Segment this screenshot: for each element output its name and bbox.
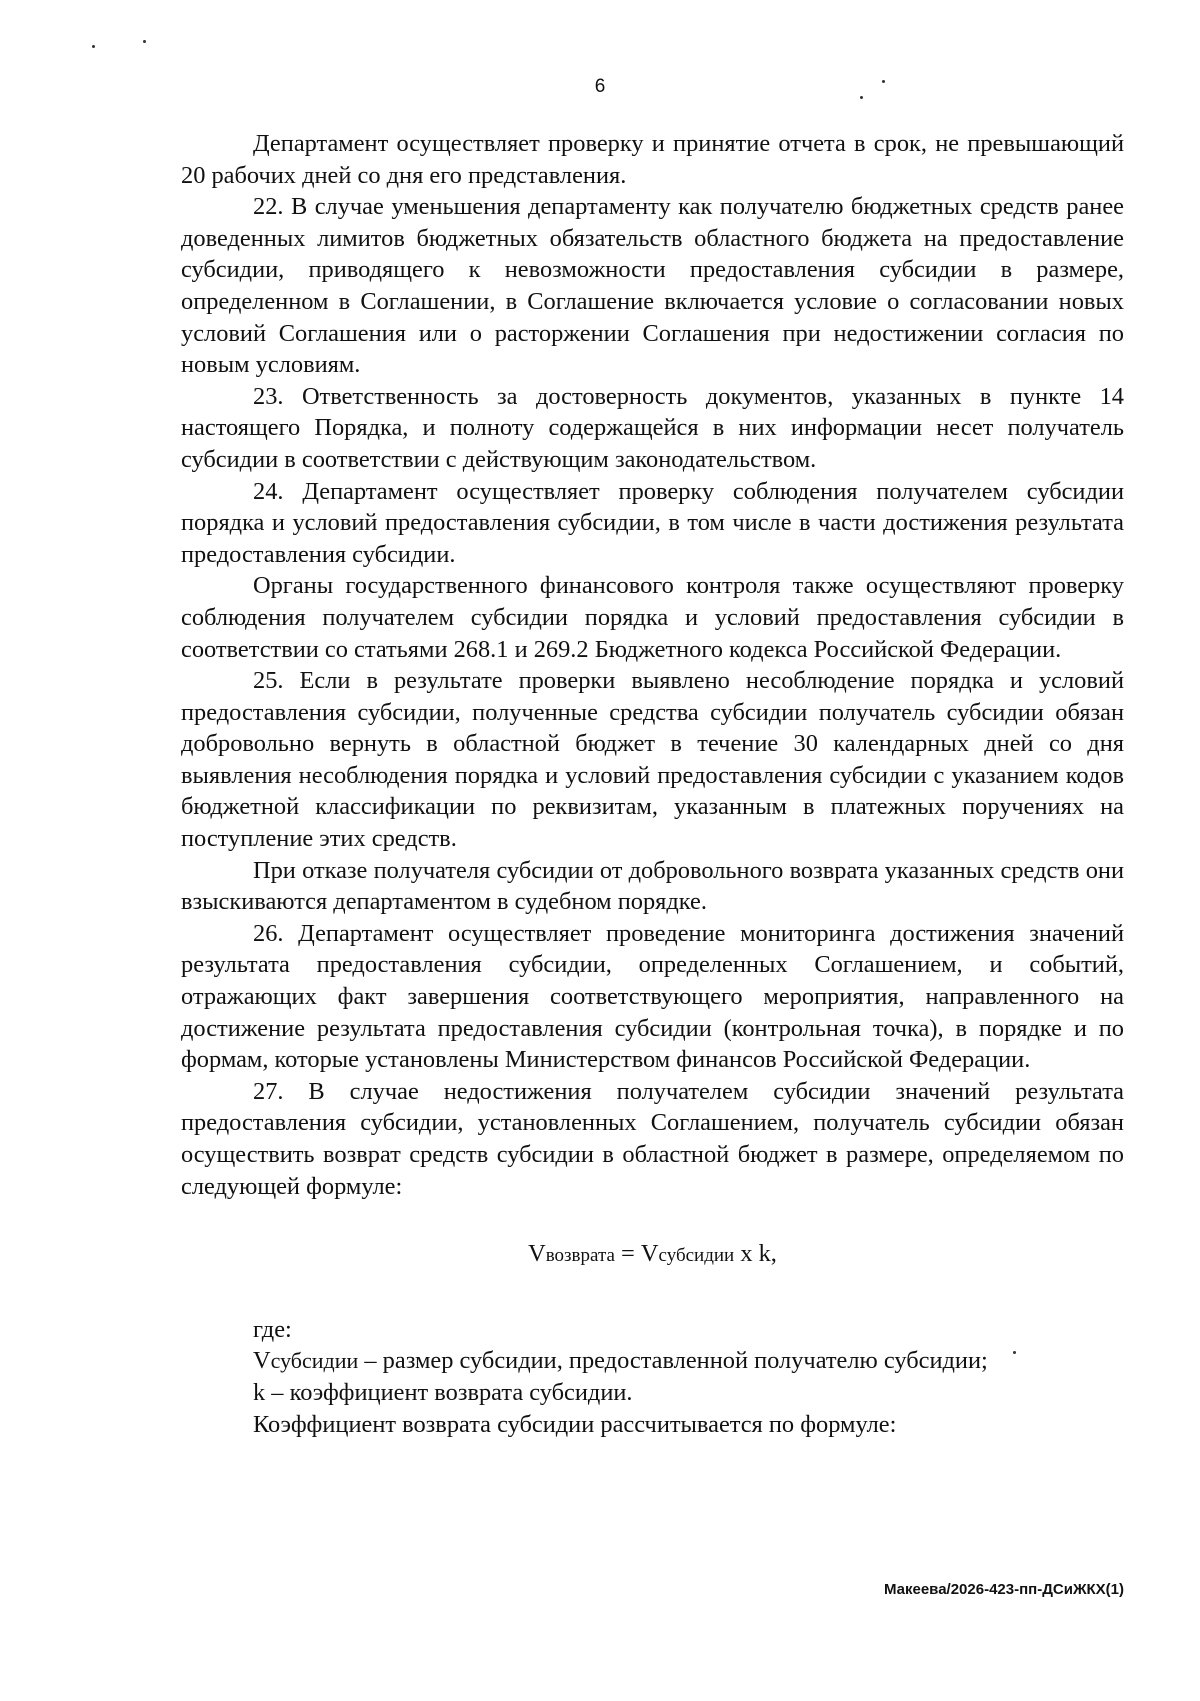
paragraph-27: 27. В случае недостижения получателем субсидии значений результата предоставления субсидии, установленных Соглашением, получатель субсидии обязан осуществить возврат средств субсидии в областной бюджет в размере, определяемом по следующей формуле: [181,1077,1124,1200]
where-label: где: [253,1315,292,1343]
paragraph-23: 23. Ответственность за достоверность документов, указанных в пункте 14 настоящего Порядка, и полноту содержащейся в них информации несет получатель субсидии в соответствии с действующим законодательством. [181,382,1124,473]
formula-v-symbol: V [528,1240,546,1268]
definition-v-subsidy [181,1345,1124,1377]
scan-speck [882,80,885,83]
refund-formula [181,1238,1124,1272]
closing-line: Коэффициент возврата субсидии рассчитывается по формуле: [253,1410,897,1438]
paragraph: Департамент осуществляет проверку и принятие отчета в срок, не превышающий 20 рабочих дней со дня его представления. [181,130,1124,189]
definition-text: – коэффициент возврата субсидии. [265,1378,633,1406]
definition-symbol: V [253,1347,271,1375]
paragraph-26: 26. Департамент осуществляет проведение мониторинга достижения значений результата предоставления субсидии, определенных Соглашением, и событий, отражающих факт завершения соответствующего мероприятия, направленного на достижение результата предоставления субсидии (контрольная точка), в порядке и по формам, которые установлены Министерством финансов Российской Федерации. [181,919,1124,1074]
paragraph-25: 25. Если в результате проверки выявлено несоблюдение порядка и условий предоставления субсидии, полученные средства субсидии получатель субсидии обязан добровольно вернуть в областной бюджет в течение 30 календарных дней со дня выявления несоблюдения порядка и условий предоставления субсидии с указанием кодов бюджетной классификации по реквизитам, указанным в платежных поручениях на поступление этих средств. [181,667,1124,853]
document-body [181,128,1124,1440]
paragraph-24: 24. Департамент осуществляет проверку соблюдения получателем субсидии порядка и условий предоставления субсидии, в том числе в части достижения результата предоставления субсидии. [181,477,1124,568]
scan-speck [1013,1351,1016,1354]
paragraph-22: 22. В случае уменьшения департаменту как получателю бюджетных средств ранее доведенных лимитов бюджетных обязательств областного бюджета на предоставление субсидии, приводящего к невозможности предоставления субсидии в размере, определенном в Соглашении, в Соглашение включается условие о согласовании новых условий Соглашения или о расторжении Соглашения при недостижении согласия по новым условиям. [181,193,1124,379]
formula-lhs-subscript: возврата [545,1245,615,1267]
scan-speck [860,96,863,99]
document-footer-code: Макеева/2026-423-пп-ДСиЖКХ(1) [883,1581,1124,1598]
definition-symbol: k [253,1378,266,1406]
scan-speck [143,40,146,43]
definition-k [181,1377,1124,1409]
formula-rhs-subscript: субсидии [658,1245,735,1267]
paragraph-refusal: При отказе получателя субсидии от добровольного возврата указанных средств они взыскиваются департаментом в судебном порядке. [181,856,1124,916]
definition-text: – размер субсидии, предоставленной получателю субсидии; [358,1347,988,1375]
page-number: 6 [594,76,606,97]
formula-coefficient: x k, [734,1240,777,1268]
formula-equals: = [614,1240,641,1268]
definition-subscript: субсидии [270,1348,359,1374]
paragraph-control-bodies: Органы государственного финансового контроля также осуществляют проверку соблюдения получателем субсидии порядка и условий предоставления субсидии в соответствии со статьями 268.1 и 269.2 Бюджетного кодекса Российской Федерации. [181,572,1124,663]
scan-speck [92,45,95,48]
formula-v-symbol-rhs: V [640,1240,659,1268]
